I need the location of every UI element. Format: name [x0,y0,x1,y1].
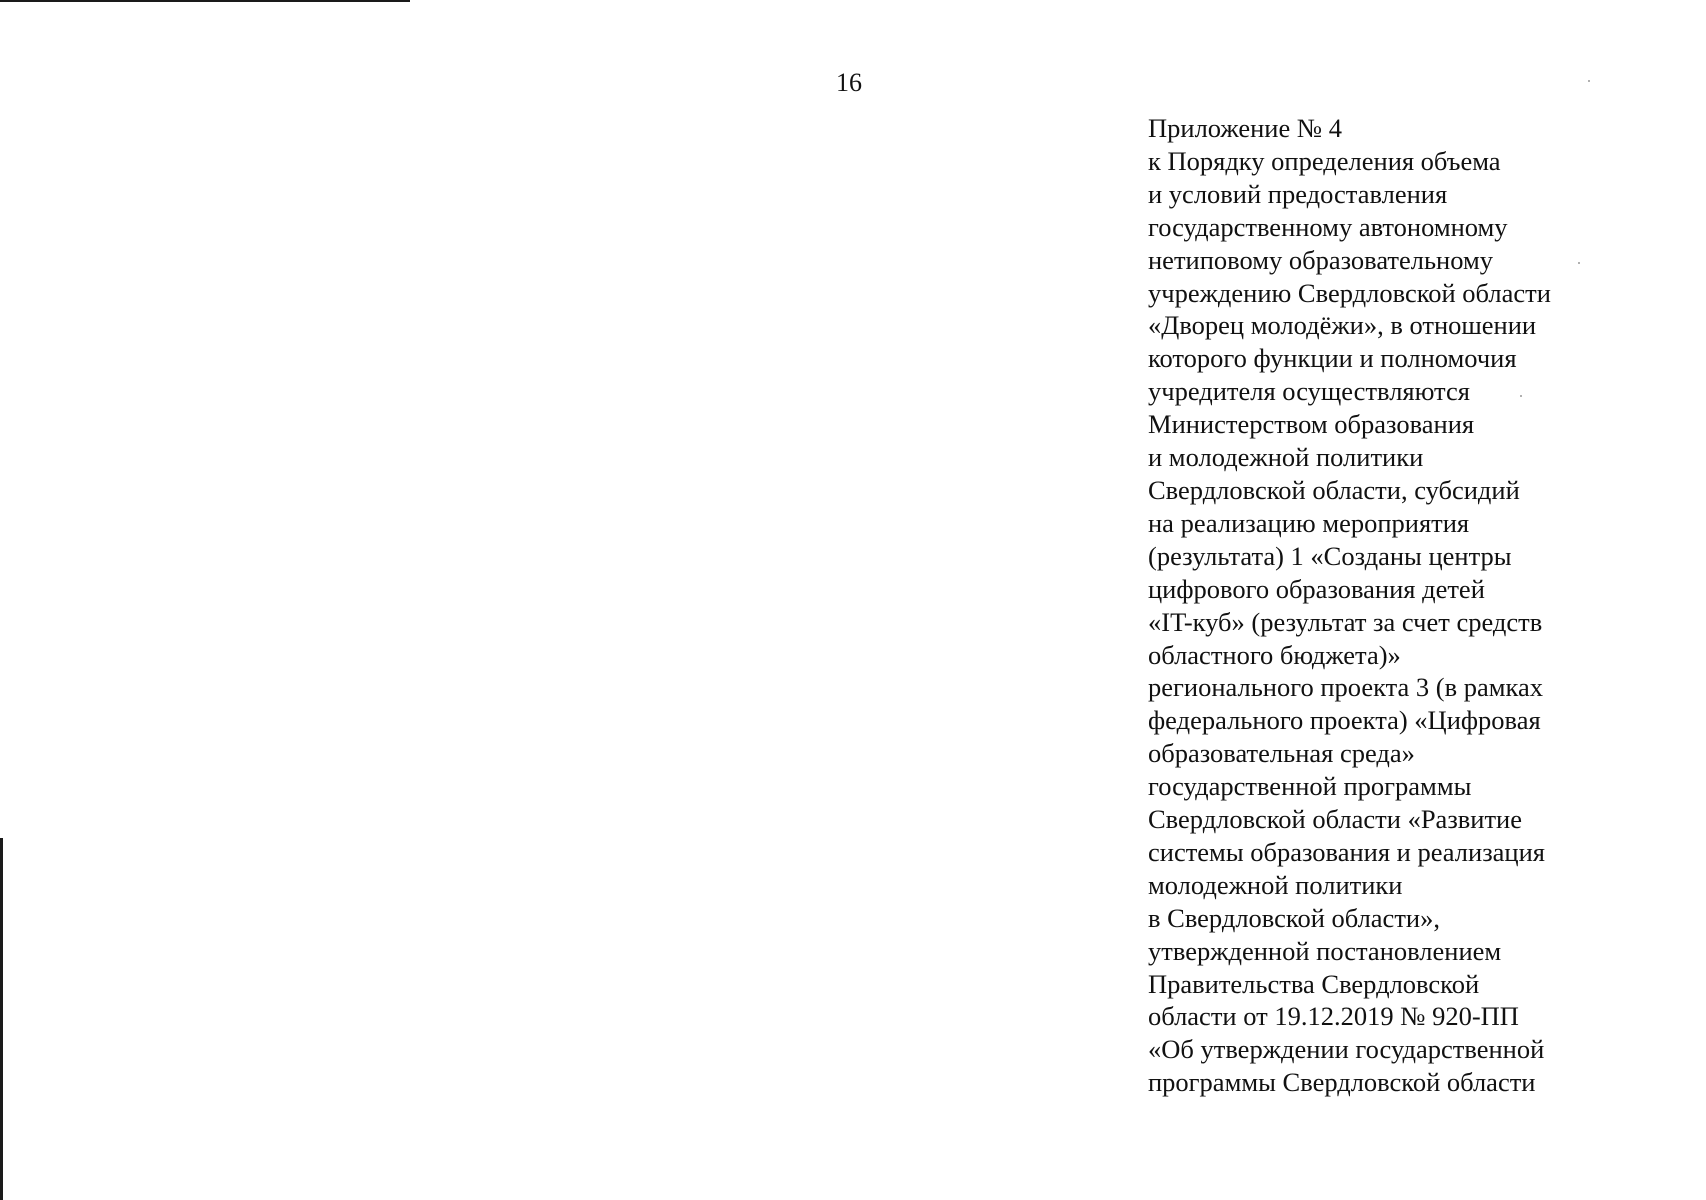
appendix-line: нетиповому образовательному [1148,244,1494,275]
appendix-line: Свердловской области, субсидий [1148,474,1520,505]
appendix-line: областного бюджета)» [1148,639,1401,670]
appendix-line: программы Свердловской области [1148,1067,1536,1098]
appendix-line: в Свердловской области», [1148,902,1440,933]
appendix-line: учредителя осуществляются [1148,376,1470,407]
appendix-line: (результата) 1 «Созданы центры [1148,540,1512,571]
appendix-line: федерального проекта) «Цифровая [1148,705,1541,736]
appendix-line: области от 19.12.2019 № 920-ПП [1148,1001,1519,1032]
appendix-line: и молодежной политики [1148,442,1424,473]
appendix-line: и условий предоставления [1148,178,1448,209]
appendix-line: «IT-куб» (результат за счет средств [1148,606,1543,637]
appendix-line: утвержденной постановлением [1148,935,1502,966]
appendix-line: учреждению Свердловской области [1148,277,1551,308]
scan-speck [1588,80,1590,82]
page-number: 16 [836,68,862,97]
appendix-line: Правительства Свердловской [1148,968,1480,999]
appendix-line: «Дворец молодёжи», в отношении [1148,310,1537,341]
appendix-line: Министерством образования [1148,409,1475,440]
appendix-line: цифрового образования детей [1148,573,1485,604]
appendix-line: Приложение № 4 [1148,113,1343,143]
appendix-line: «Об утверждении государственной [1148,1034,1545,1065]
scan-edge-left [0,838,3,1200]
appendix-line: государственному автономному [1148,211,1508,242]
appendix-line: которого функции и полномочия [1148,343,1517,374]
appendix-line: молодежной политики [1148,869,1403,900]
appendix-line: к Порядку определения объема [1148,145,1501,176]
appendix-line: государственной программы [1148,771,1472,802]
appendix-line: образовательная среда» [1148,738,1415,769]
appendix-line: на реализацию мероприятия [1148,507,1470,538]
appendix-line: Свердловской области «Развитие [1148,804,1523,835]
appendix-header [1148,112,1688,1099]
appendix-line: регионального проекта 3 (в рамках [1148,672,1544,703]
appendix-line: системы образования и реализация [1148,836,1545,867]
scan-edge-top [0,0,410,2]
